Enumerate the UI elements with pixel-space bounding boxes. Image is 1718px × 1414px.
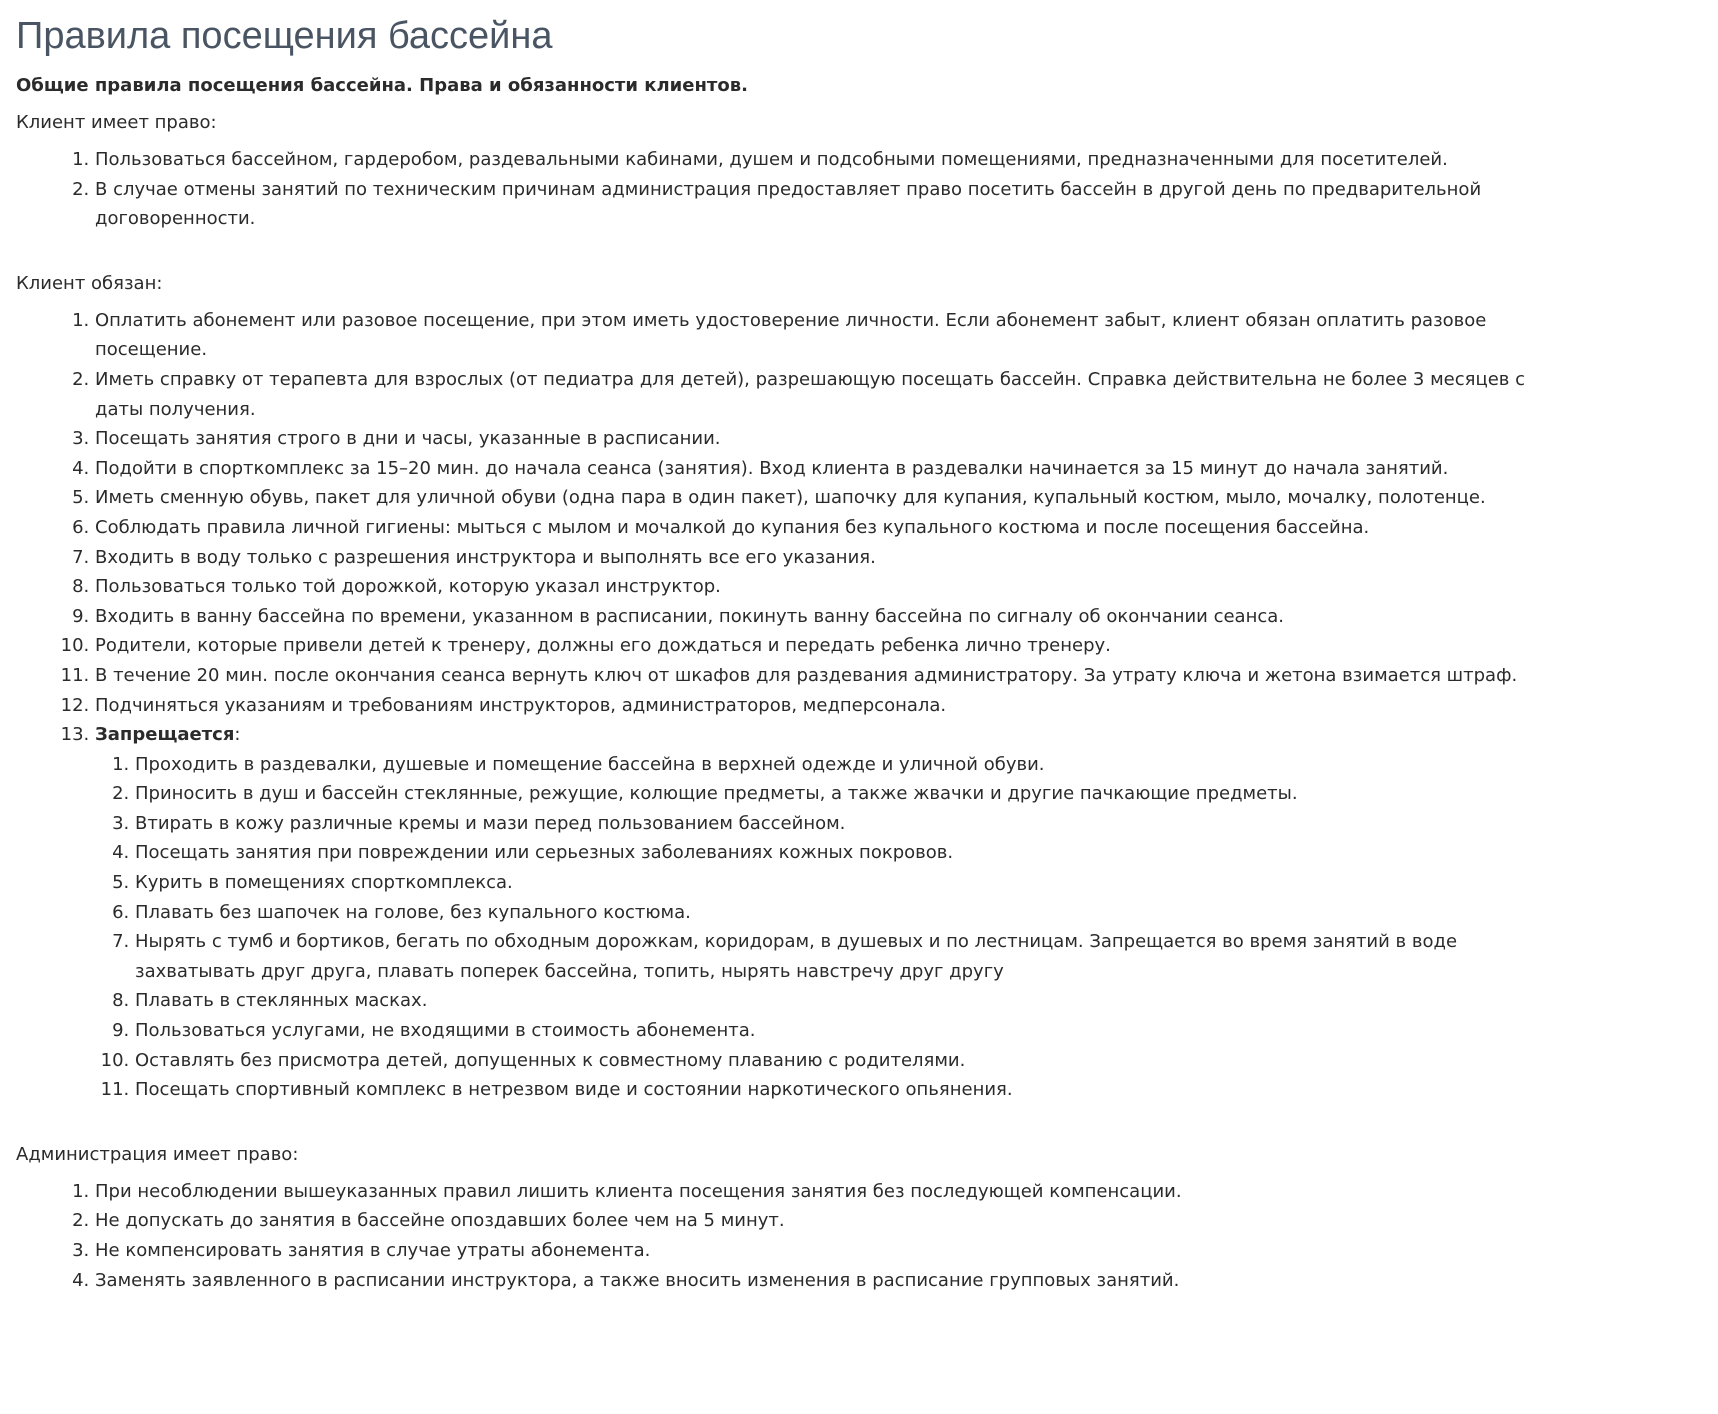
list-item: 5. Курить в помещениях спорткомплекса. xyxy=(135,868,1563,898)
list-item: 12. Подчиняться указаниям и требованиям инструкторов, администраторов, медперсонала. xyxy=(95,691,1563,721)
prohibited-item xyxy=(95,720,1563,1105)
client-duties-list xyxy=(16,306,1563,1105)
list-item: 3. Посещать занятия строго в дни и часы, указанные в расписании. xyxy=(95,424,1563,454)
list-item: 1. Оплатить абонемент или разовое посещение, при этом иметь удостоверение личности. Если абонемент забыт, клиент обязан оплатить разовое посещение. xyxy=(95,306,1563,365)
client-duties-label: Клиент обязан: xyxy=(16,272,163,294)
list-item: 3. Не компенсировать занятия в случае утраты абонемента. xyxy=(95,1236,1563,1266)
list-item: 3. Втирать в кожу различные кремы и мази перед пользованием бассейном. xyxy=(135,809,1563,839)
list-item: 1. При несоблюдении вышеуказанных правил лишить клиента посещения занятия без последующей компенсации. xyxy=(95,1177,1563,1207)
list-item: 10. Родители, которые привели детей к тренеру, должны его дождаться и передать ребенка лично тренеру. xyxy=(95,631,1563,661)
list-item: 4. Заменять заявленного в расписании инструктора, а также вносить изменения в расписание групповых занятий. xyxy=(95,1266,1563,1296)
list-item: 6. Соблюдать правила личной гигиены: мыться с мылом и мочалкой до купания без купального костюма и после посещения бассейна. xyxy=(95,513,1563,543)
admin-rights-list xyxy=(16,1177,1563,1295)
list-item: 1. Проходить в раздевалки, душевые и помещение бассейна в верхней одежде и уличной обуви. xyxy=(135,750,1563,780)
list-item: 6. Плавать без шапочек на голове, без купального костюма. xyxy=(135,898,1563,928)
list-item: 8. Плавать в стеклянных масках. xyxy=(135,986,1563,1016)
admin-rights-label: Администрация имеет право: xyxy=(16,1143,299,1165)
client-rights-label: Клиент имеет право: xyxy=(16,112,217,133)
list-item: 5. Иметь сменную обувь, пакет для уличной обуви (одна пара в один пакет), шапочку для купания, купальный костюм, мыло, мочалку, полотенце. xyxy=(95,483,1563,513)
list-item: 2. В случае отмены занятий по техническим причинам администрация предоставляет право посетить бассейн в другой день по предварительной договоренности. xyxy=(95,175,1563,234)
list-item: 9. Пользоваться услугами, не входящими в стоимость абонемента. xyxy=(135,1016,1563,1046)
page-title: Правила посещения бассейна xyxy=(16,15,553,57)
list-item: 4. Посещать занятия при повреждении или серьезных заболеваниях кожных покровов. xyxy=(135,838,1563,868)
list-item: 2. Иметь справку от терапевта для взрослых (от педиатра для детей), разрешающую посещать бассейн. Справка действительна не более 3 месяцев с даты получения. xyxy=(95,365,1563,424)
prohibited-label: Запрещается xyxy=(95,724,235,746)
list-item: 11. В течение 20 мин. после окончания сеанса вернуть ключ от шкафов для раздевания администратору. За утрату ключа и жетона взимается штраф. xyxy=(95,661,1563,691)
list-item: 7. Нырять с тумб и бортиков, бегать по обходным дорожкам, коридорам, в душевых и по лестницам. Запрещается во время занятий в воде захватывать друг друга, плавать поперек бассейна, топить, нырять навстречу друг другу xyxy=(135,927,1563,986)
client-rights-list xyxy=(16,145,1563,234)
list-item: 4. Подойти в спорткомплекс за 15–20 мин. до начала сеанса (занятия). Вход клиента в раздевалки начинается за 15 минут до начала занятий. xyxy=(95,454,1563,484)
list-item: 8. Пользоваться только той дорожкой, которую указал инструктор. xyxy=(95,572,1563,602)
list-item: 7. Входить в воду только с разрешения инструктора и выполнять все его указания. xyxy=(95,543,1563,573)
prohibited-colon: : xyxy=(234,724,241,746)
list-item: 9. Входить в ванну бассейна по времени, указанном в расписании, покинуть ванну бассейна по сигналу об окончании сеанса. xyxy=(95,602,1563,632)
list-item: 11. Посещать спортивный комплекс в нетрезвом виде и состоянии наркотического опьянения. xyxy=(135,1075,1563,1105)
list-item: 2. Не допускать до занятия в бассейне опоздавших более чем на 5 минут. xyxy=(95,1206,1563,1236)
list-item: 2. Приносить в душ и бассейн стеклянные, режущие, колющие предметы, а также жвачки и другие пачкающие предметы. xyxy=(135,779,1563,809)
list-item: 1. Пользоваться бассейном, гардеробом, раздевальными кабинами, душем и подсобными помещениями, предназначенными для посетителей. xyxy=(95,145,1563,175)
page-subtitle: Общие правила посещения бассейна. Права и обязанности клиентов. xyxy=(16,75,748,96)
list-item: 10. Оставлять без присмотра детей, допущенных к совместному плаванию с родителями. xyxy=(135,1046,1563,1076)
prohibited-list xyxy=(95,750,1563,1105)
